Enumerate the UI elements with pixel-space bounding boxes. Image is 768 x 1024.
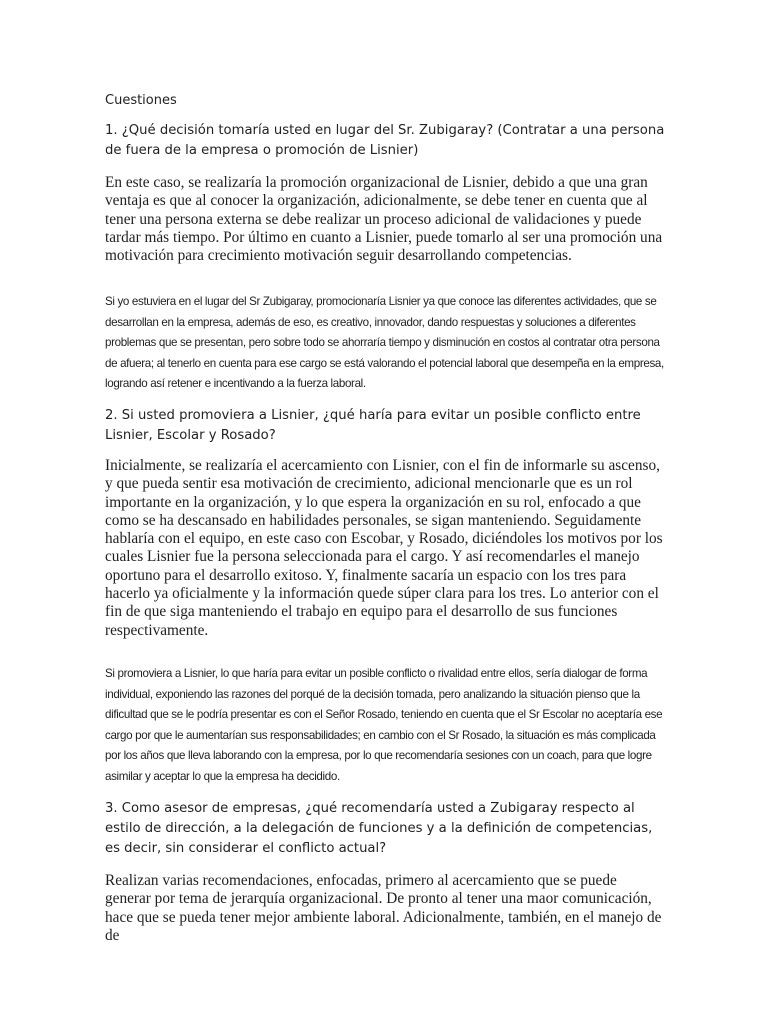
section-heading: Cuestiones: [105, 93, 177, 108]
answer-2-paragraph-a: Inicialmente, se realizaría el acercamiento con Lisnier, con el fin de informarle su ascenso, y que pueda sentir esa motivación de crecimiento, adicional mencionarle que es un rol importante en la organización, y lo que espera la organización en su rol, enfocado a que como se ha descansado en habilidades personales, se sigan manteniendo. Seguidamente hablaría con el equipo, en este caso con Escobar, y Rosado, diciéndoles los motivos por los cuales Lisnier fue la persona seleccionada para el cargo. Y así recomendarles el manejo oportuno para el desarrollo exitoso. Y, finalmente sacaría un espacio con los tres para hacerlo ya oficialmente y la información quede súper clara para los tres. Lo anterior con el fin de que siga manteniendo el trabajo en equipo para el desarrollo de sus funciones respectivamente.: [105, 457, 663, 639]
question-2: 2. Si usted promoviera a Lisnier, ¿qué haría para evitar un posible conflicto entre Lisnier, Escolar y Rosado?: [105, 408, 641, 443]
question-1: 1. ¿Qué decisión tomaría usted en lugar del Sr. Zubigaray? (Contratar a una persona de fuera de la empresa o promoción de Lisnier): [105, 123, 665, 158]
answer-1-paragraph-a: En este caso, se realizaría la promoción organizacional de Lisnier, debido a que una gran ventaja es que al conocer la organización, adicionalmente, se debe tener en cuenta que al tener una persona externa se debe realizar un proceso adicional de validaciones y puede tardar más tiempo. Por último en cuanto a Lisnier, puede tomarlo al ser una promoción una motivación para crecimiento motivación seguir desarrollando competencias.: [105, 174, 663, 265]
question-3: 3. Como asesor de empresas, ¿qué recomendaría usted a Zubigaray respecto al estilo de dirección, a la delegación de funciones y a la definición de competencias, es decir, sin considerar el conflicto actual?: [105, 801, 653, 856]
answer-2-paragraph-b: Si promoviera a Lisnier, lo que haría para evitar un posible conflicto o rivalidad entre ellos, sería dialogar de forma individual, exponiendo las razones del porqué de la decisión tomada, pero analizando la situación pienso que la dificultad que se le podría presentar es con el Señor Rosado, teniendo en cuenta que el Sr Escolar no aceptaría ese cargo por que le aumentarían sus responsabilidades; en cambio con el Sr Rosado, la situación es más complicada por los años que lleva laborando con la empresa, por lo que recomendaría sesiones con un coach, para que logre asimilar y aceptar lo que la empresa ha decidido.: [105, 667, 663, 783]
answer-1-paragraph-b: Si yo estuviera en el lugar del Sr Zubigaray, promocionaría Lisnier ya que conoce las diferentes actividades, que se desarrollan en la empresa, además de eso, es creativo, innovador, dando respuestas y soluciones a diferentes problemas que se presentan, pero sobre todo se ahorraría tiempo y disminución en costos al contratar otra persona de afuera; al tenerlo en cuenta para ese cargo se está valorando el potencial laboral que desempeña en la empresa, logrando así retener e incentivando a la fuerza laboral.: [105, 295, 664, 390]
answer-3-paragraph-a: Realizan varias recomendaciones, enfocadas, primero al acercamiento que se puede generar por tema de jerarquía organizacional. De pronto al tener una maor comunicación, hace que se pueda tener mejor ambiente laboral. Adicionalmente, también, en el manejo de de: [105, 872, 662, 944]
